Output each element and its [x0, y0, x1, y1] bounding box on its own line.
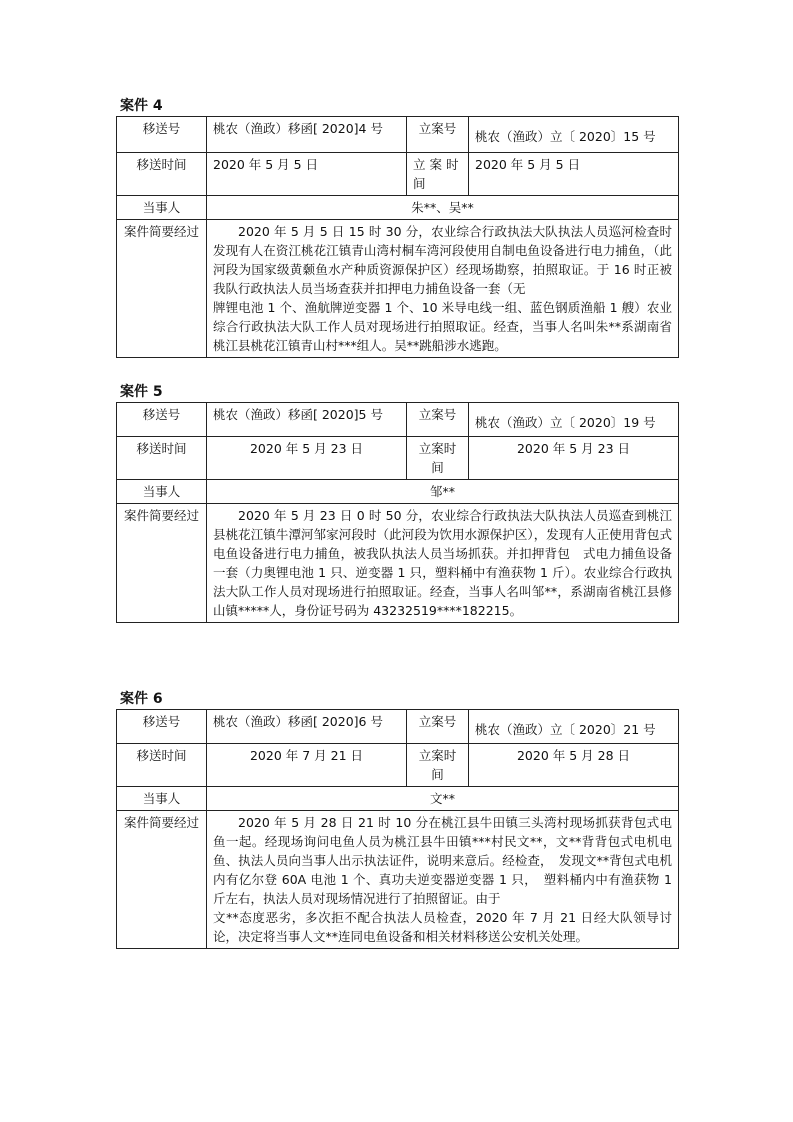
summary-paragraph: 2020 年 5 月 28 日 21 时 10 分在桃江县牛田镇三头湾村现场抓获背包式电鱼一起。经现场询问电鱼人员为桃江县牛田镇***村民文**，文**背背包式电机电鱼、执法人员向当事人出示执法证件，说明来意后。经检查， 发现文**背包式电机内有亿尔登 60A 电池 1 个、真功夫逆变器逆变器 1 只， 塑料桶内中有渔获物 1 斤左右，执法人员对现场情况进行了拍照留证。由于 [213, 815, 672, 906]
party-value: 邹** [207, 480, 679, 504]
transfer-no-label: 移送号 [117, 117, 207, 153]
case-no-label: 立案号 [407, 403, 469, 437]
summary-paragraph: 2020 年 5 月 23 日 0 时 50 分，农业综合行政执法大队执法人员巡查到桃江县桃花江镇牛潭河邹家河段时（此河段为饮用水源保护区），发现有人正使用背包式电鱼设备进行电力捕鱼，被我队执法人员当场抓获。并扣押背包 式电力捕鱼设备一套（力奥锂电池 1 只、逆变器 1 只，塑料桶中有渔获物 1 斤）。农业综合行政执法大队工作人员对现场进行拍照取证。经查，当事人名叫邹**，系湖南省桃江县修山镇*****人，身份证号码为 43232519****182215。 [213, 508, 672, 618]
summary-text [207, 220, 679, 358]
summary-paragraph: 2020 年 5 月 5 日 15 时 30 分，农业综合行政执法大队执法人员巡河检查时发现有人在资江桃花江镇青山湾村桐车湾河段使用自制电鱼设备进行电力捕鱼，（此河段为国家级黄颡鱼水产种质资源保护区）经现场勘察，拍照取证。于 16 时正被我队行政执法人员当场查获并扣押电力捕鱼设备一套（无 [213, 224, 672, 296]
case-6-title: 案件 6 [120, 691, 163, 707]
transfer-no-value: 桃农（渔政）移函[ 2020]4 号 [207, 117, 407, 153]
transfer-no-value: 桃农（渔政）移函[ 2020]6 号 [207, 710, 407, 744]
case-4-table [116, 116, 679, 358]
summary-label: 案件简要经过 [117, 220, 207, 358]
party-label: 当事人 [117, 480, 207, 504]
transfer-time-value: 2020 年 7 月 21 日 [207, 744, 407, 787]
summary-paragraph: 牌锂电池 1 个、渔航牌逆变器 1 个、10 米导电线一组、蓝色钢质渔船 1 艘）农业综合行政执法大队工作人员对现场进行拍照取证。经查，当事人名叫朱**系湖南省桃江县桃花江镇青山村***组人。吴**跳船涉水逃跑。 [213, 300, 672, 353]
summary-label: 案件简要经过 [117, 811, 207, 949]
case-time-label: 立案时间 [407, 744, 469, 787]
transfer-time-value: 2020 年 5 月 5 日 [207, 153, 407, 196]
party-label: 当事人 [117, 787, 207, 811]
transfer-time-label: 移送时间 [117, 153, 207, 196]
case-5-title: 案件 5 [120, 384, 163, 400]
summary-paragraph: 文**态度恶劣，多次拒不配合执法人员检查，2020 年 7 月 21 日经大队领导讨论，决定将当事人文**连同电鱼设备和相关材料移送公安机关处理。 [213, 910, 672, 944]
transfer-no-label: 移送号 [117, 403, 207, 437]
case-time-value: 2020 年 5 月 23 日 [469, 437, 679, 480]
case-4-title: 案件 4 [120, 98, 163, 114]
case-no-value: 桃农（渔政）立〔 2020〕15 号 [469, 117, 679, 153]
case-time-value: 2020 年 5 月 28 日 [469, 744, 679, 787]
case-time-label: 立 案 时 间 [407, 153, 469, 196]
transfer-time-label: 移送时间 [117, 744, 207, 787]
transfer-no-value: 桃农（渔政）移函[ 2020]5 号 [207, 403, 407, 437]
case-5-table [116, 402, 679, 623]
case-time-value: 2020 年 5 月 5 日 [469, 153, 679, 196]
case-no-value: 桃农（渔政）立〔 2020〕19 号 [469, 403, 679, 437]
case-6-table [116, 709, 679, 949]
party-value: 文** [207, 787, 679, 811]
transfer-time-label: 移送时间 [117, 437, 207, 480]
case-no-label: 立案号 [407, 117, 469, 153]
case-time-label: 立案时间 [407, 437, 469, 480]
case-no-label: 立案号 [407, 710, 469, 744]
summary-label: 案件简要经过 [117, 504, 207, 623]
party-value: 朱**、吴** [207, 196, 679, 220]
summary-text [207, 504, 679, 623]
summary-text [207, 811, 679, 949]
transfer-time-value: 2020 年 5 月 23 日 [207, 437, 407, 480]
transfer-no-label: 移送号 [117, 710, 207, 744]
party-label: 当事人 [117, 196, 207, 220]
case-no-value: 桃农（渔政）立〔 2020〕21 号 [469, 710, 679, 744]
